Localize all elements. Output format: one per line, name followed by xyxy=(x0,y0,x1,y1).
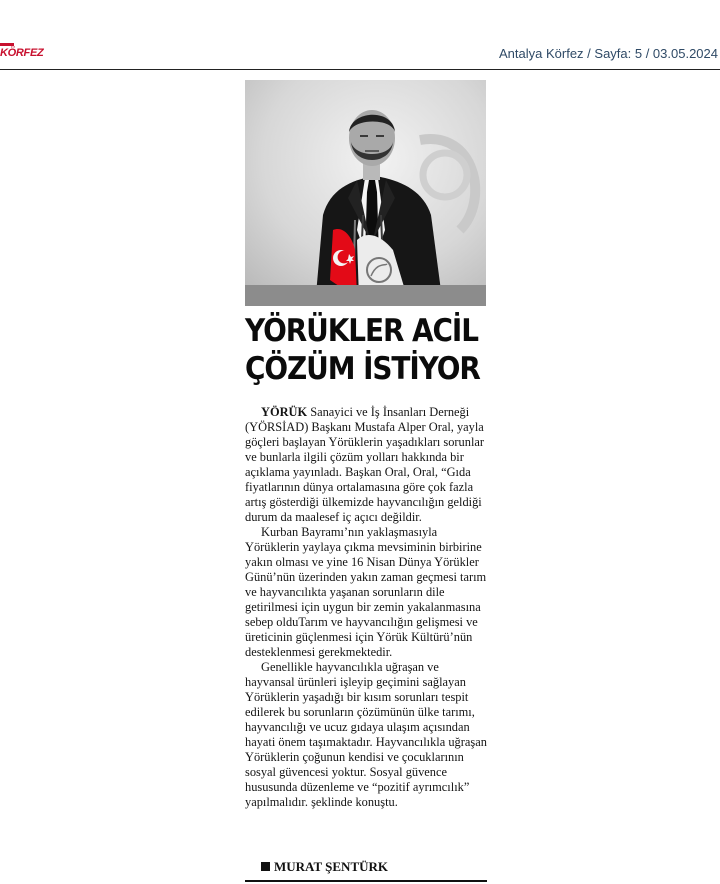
lead-word: YÖRÜK xyxy=(261,405,308,419)
headline-line-2: ÇÖZÜM İSTİYOR xyxy=(245,351,480,387)
bullet-square-icon xyxy=(261,862,270,871)
article-headline xyxy=(245,312,480,388)
source-line: Antalya Körfez / Sayfa: 5 / 03.05.2024 xyxy=(499,46,718,61)
paragraph-1 xyxy=(245,405,488,525)
paragraph-2: Kurban Bayramı’nın yaklaşmasıyla Yörüklerin yaylaya çıkma mevsiminin birbirine yakın olması ve yine 16 Nisan Dünya Yörükler Günü’nün üzerinden yakın zaman geçmesi tarım ve hayvancılıkta yaşanan sorunların dile getirilmesi için uygun bir zemin yakalanmasına sebep olduTarım ve hayvancılığın gelişmesi ve üreticinin güçlenmesi için Yörük Kültürü’nün desteklenmesi gerekmektedir. xyxy=(245,525,487,659)
author-name: MURAT ŞENTÜRK xyxy=(274,859,389,874)
speaker-at-podium-photo xyxy=(245,80,486,306)
header-divider xyxy=(0,69,720,70)
article-photo xyxy=(245,80,486,306)
paragraph-1-text: Sanayici ve İş İnsanları Derneği (YÖRSİAD) Başkanı Mustafa Alper Oral, yayla göçleri başlayan Yörüklerin yaşadıkları sorunlar ve bunlarla ilgili çözüm yolları hakkında bir açıklama yayınladı. Başkan Oral, Oral, “Gıda fiyatlarının dünya ortalamasına göre çok fazla artış gösterdiği ülkemizde hayvancılığın geldiği durum da maalesef iç açıcı değildir. xyxy=(245,405,485,524)
article-body xyxy=(245,405,488,810)
byline xyxy=(261,859,388,875)
logo-mark xyxy=(0,43,14,46)
paragraph-3: Genellikle hayvancılıkla uğraşan ve hayvansal ürünleri işleyip geçimini sağlayan Yörüklerin yaşadığı bir kısım sorunları tespit edilerek bu sorunların çözümünün ülke tarımı, hayvancılığı ve ucuz gıdaya ulaşım açısından hayati önem taşımaktadır. Hayvancılıkla uğraşan Yörüklerin çoğunun kendisi ve çocuklarının sosyal güvencesi yoktur. Sosyal güvence hususunda düzenleme ve “pozitif ayrımcılık” yapılmalıdır. şeklinde konuştu. xyxy=(245,660,487,809)
clipping-header xyxy=(0,0,720,70)
newspaper-logo: KÖRFEZ xyxy=(0,47,44,59)
bottom-divider xyxy=(245,880,487,882)
headline-line-1: YÖRÜKLER ACİL xyxy=(245,313,478,349)
